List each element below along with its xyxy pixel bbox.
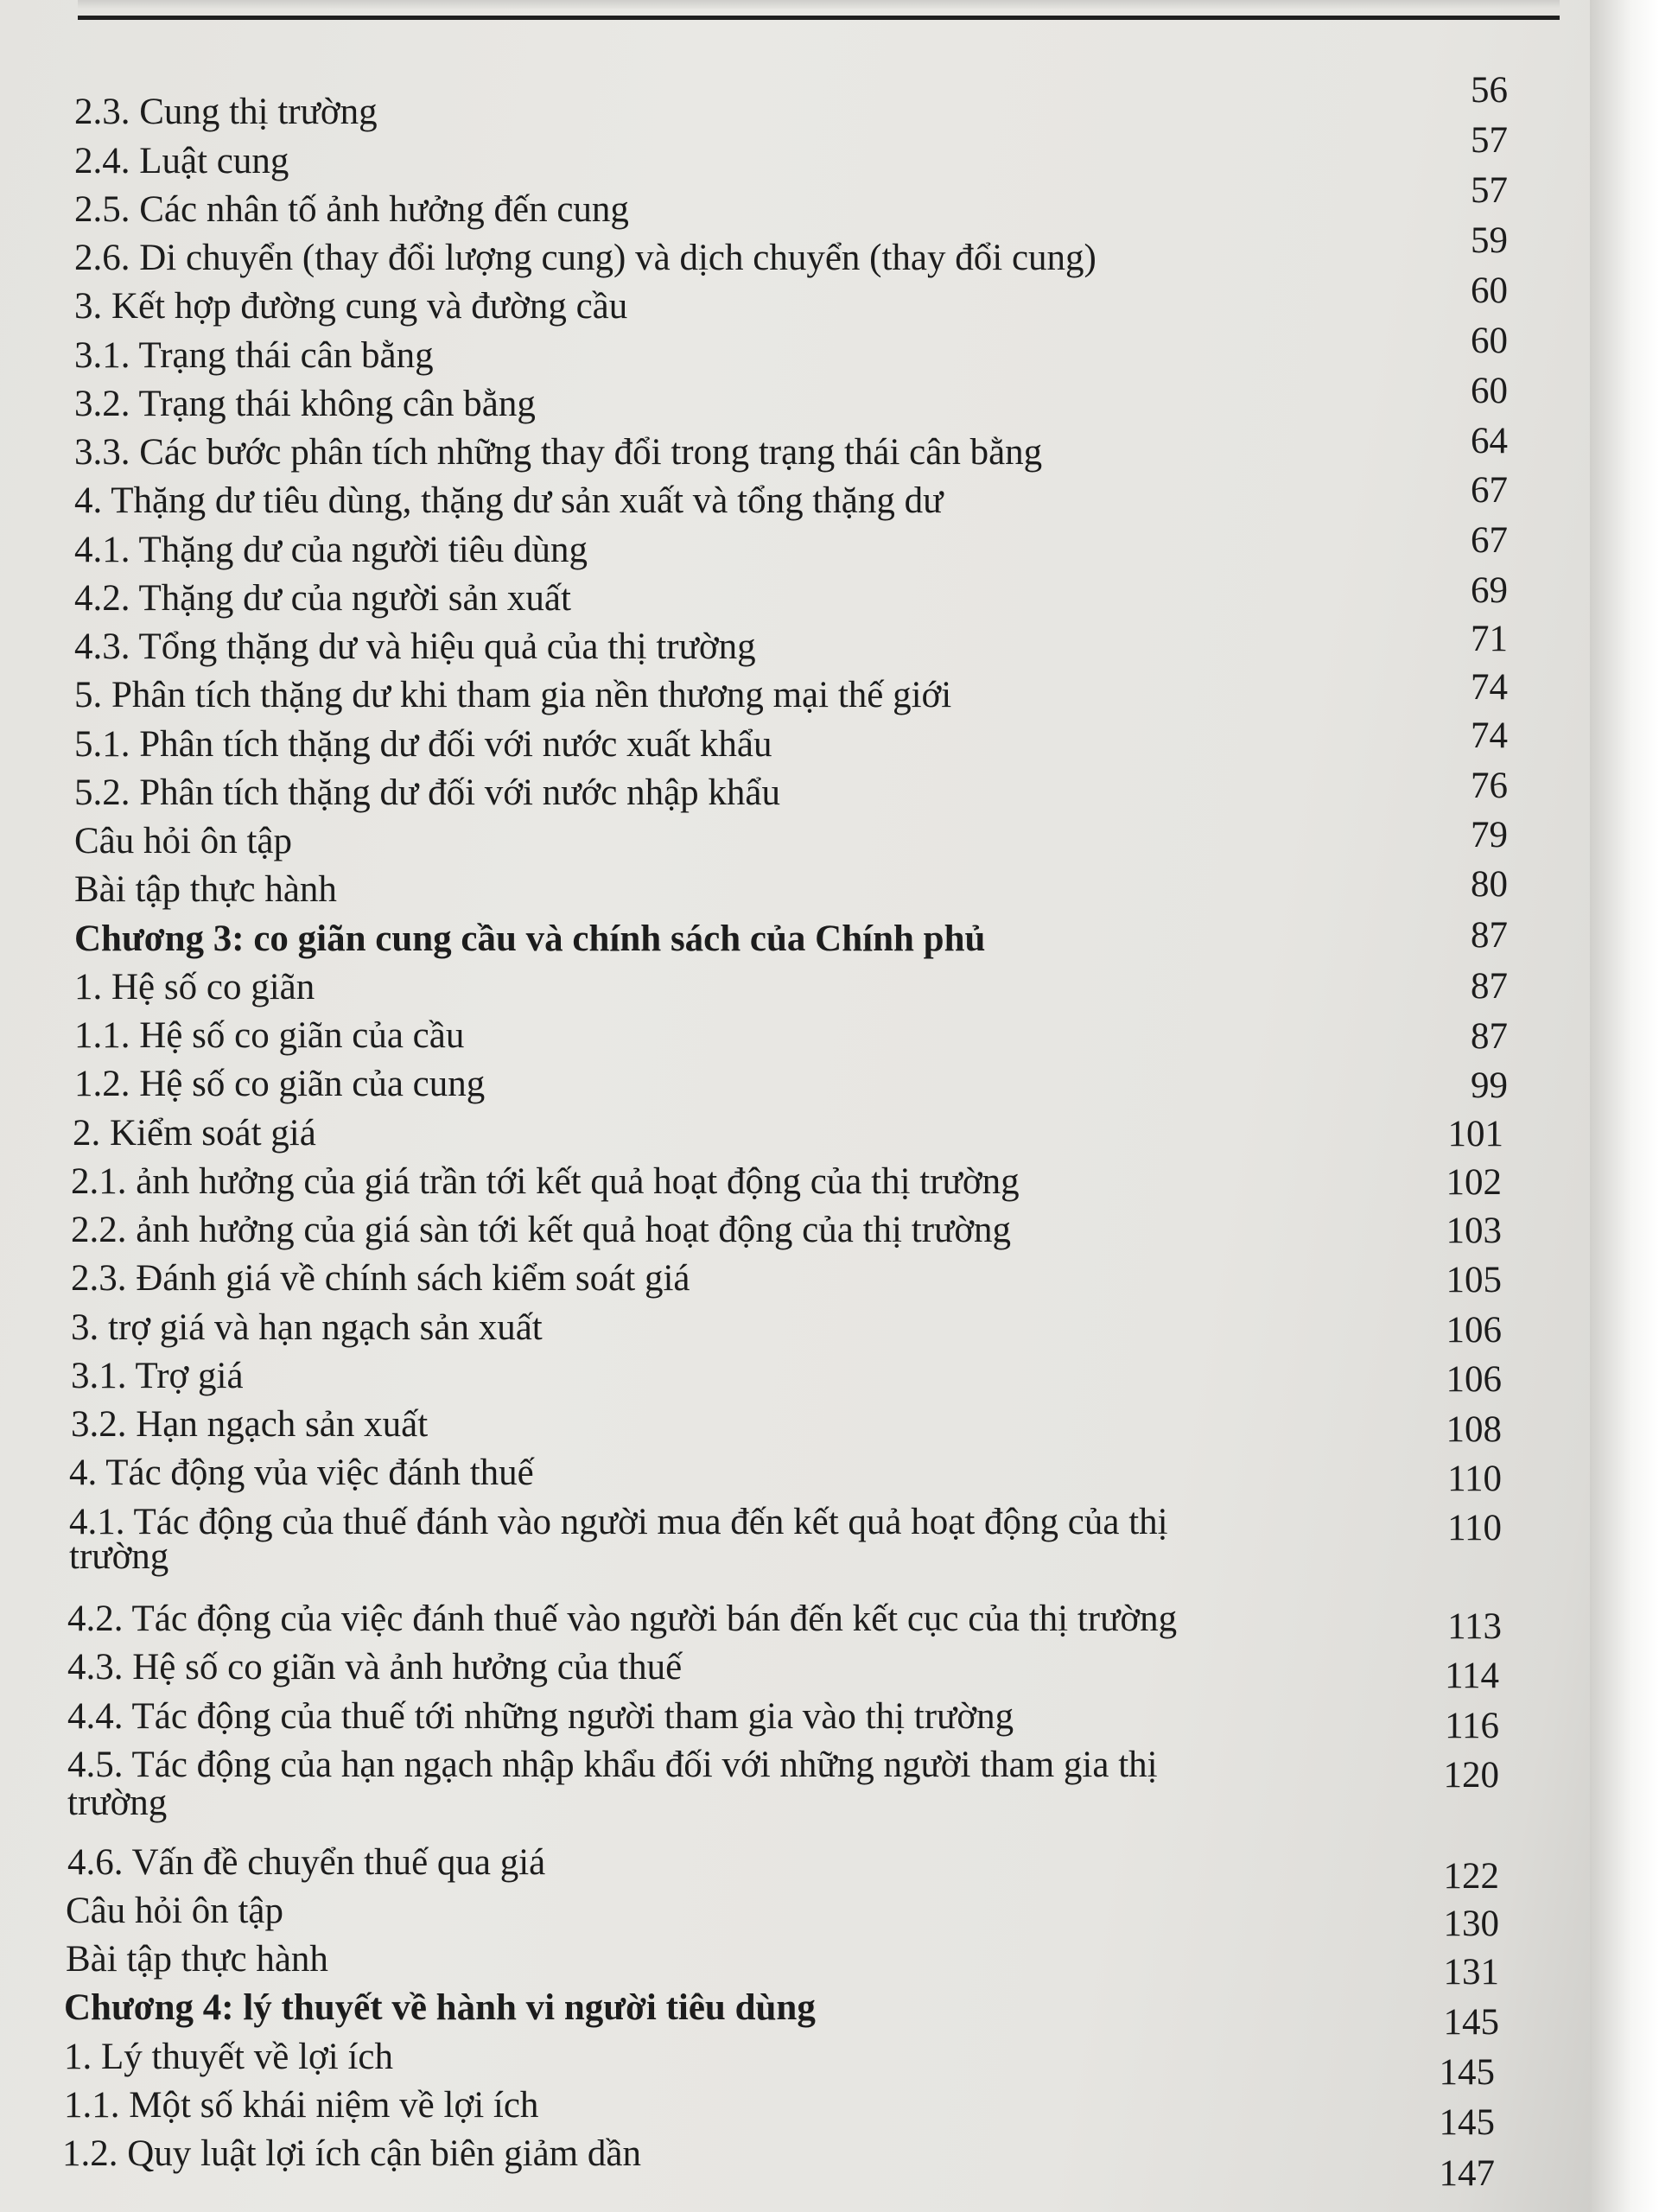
toc-entry-title: 5. Phân tích thặng dư khi tham gia nền thương mại thế giới — [74, 675, 952, 715]
toc-entry-title: 2.2. ảnh hưởng của giá sàn tới kết quả hoạt động của thị trường — [71, 1210, 1012, 1250]
toc-entry-title: 3.1. Trợ giá — [71, 1356, 244, 1396]
toc-entry-title: 4. Thặng dư tiêu dùng, thặng dư sản xuất và tổng thặng dư — [74, 480, 944, 521]
toc-entry-page: 130 — [1443, 1904, 1499, 1944]
toc-entry-title: 3.2. Trạng thái không cân bằng — [74, 384, 536, 424]
toc-entry-title: 3. Kết hợp đường cung và đường cầu — [74, 286, 628, 327]
toc-entry-page: 67 — [1471, 520, 1508, 561]
toc-entry-page: 131 — [1443, 1952, 1499, 1993]
toc-entry-title: Chương 4: lý thuyết về hành vi người tiêu dùng — [64, 1987, 816, 2028]
toc-entry-title: 2.3. Đánh giá về chính sách kiểm soát giá — [71, 1258, 690, 1299]
toc-entry-title: Câu hỏi ôn tập — [66, 1891, 283, 1931]
toc-entry-page: 79 — [1471, 815, 1508, 855]
toc-entry-title: 4.1. Thặng dư của người tiêu dùng — [74, 530, 588, 570]
toc-entry-page: 87 — [1471, 915, 1508, 956]
toc-entry-title: 5.1. Phân tích thặng dư đối với nước xuất khẩu — [74, 724, 772, 765]
toc-entry-title: 4.3. Hệ số co giãn và ảnh hưởng của thuế — [67, 1647, 683, 1688]
toc-entry-page: 122 — [1443, 1856, 1499, 1897]
toc-entry-title: 4.2. Tác động của việc đánh thuế vào người bán đến kết cục của thị trường — [67, 1599, 1178, 1639]
toc-entry-title: 1.1. Hệ số co giãn của cầu — [74, 1015, 465, 1056]
toc-entry-title: 1.2. Hệ số co giãn của cung — [74, 1064, 486, 1104]
toc-entry-title: 2.4. Luật cung — [74, 141, 289, 181]
toc-entry-title: 4.1. Tác động của thuế đánh vào người mua đến kết quả hoạt động của thị — [69, 1502, 1168, 1542]
toc-entry-title: 1. Lý thuyết về lợi ích — [64, 2037, 393, 2077]
toc-entry-page: 108 — [1446, 1409, 1502, 1450]
toc-entry-title: 4.6. Vấn đề chuyển thuế qua giá — [67, 1842, 546, 1883]
toc-entry-title: Bài tập thực hành — [74, 869, 337, 910]
toc-entry-page: 57 — [1471, 120, 1508, 161]
toc-entry-page: 69 — [1471, 570, 1508, 611]
toc-entry-page: 110 — [1447, 1508, 1502, 1548]
toc-entry-title: Chương 3: co giãn cung cầu và chính sách của Chính phủ — [74, 918, 986, 959]
toc-entry-title: 4.4. Tác động của thuế tới những người tham gia vào thị trường — [67, 1696, 1014, 1737]
toc-entry-page: 87 — [1471, 966, 1508, 1007]
toc-entry-page: 60 — [1471, 371, 1508, 411]
toc-entry-page: 145 — [1443, 2002, 1499, 2043]
toc-entry-title: 4.3. Tổng thặng dư và hiệu quả của thị trường — [74, 626, 756, 667]
toc-entry-page: 71 — [1471, 619, 1508, 659]
toc-entry-title: 4.5. Tác động của hạn ngạch nhập khẩu đối với những người tham gia thị — [67, 1745, 1158, 1785]
toc-entry-page: 120 — [1443, 1755, 1499, 1796]
toc-entry-title: 1.2. Quy luật lợi ích cận biên giảm dần — [62, 2133, 641, 2174]
toc-entry-page: 99 — [1471, 1065, 1508, 1106]
toc-entry-page: 67 — [1471, 470, 1508, 511]
toc-entry-page: 105 — [1446, 1260, 1502, 1300]
toc-entry-page: 60 — [1471, 321, 1508, 361]
toc-entry-title: 4. Tác động vủa việc đánh thuế — [69, 1452, 534, 1493]
toc-entry-page: 74 — [1471, 715, 1508, 756]
toc-entry-page: 87 — [1471, 1016, 1508, 1057]
toc-entry-page: 101 — [1447, 1114, 1503, 1154]
toc-entry-title: 3.2. Hạn ngạch sản xuất — [71, 1404, 429, 1445]
toc-entry-page: 114 — [1445, 1656, 1499, 1696]
toc-entry-page: 64 — [1471, 421, 1508, 461]
toc-entry-page: 106 — [1446, 1359, 1502, 1400]
toc-entry-page: 147 — [1439, 2153, 1495, 2194]
toc-entry-title: Câu hỏi ôn tập — [74, 821, 292, 861]
toc-entry-title: 2.6. Di chuyển (thay đổi lượng cung) và dịch chuyển (thay đổi cung) — [74, 238, 1096, 278]
toc-entry-page: 102 — [1446, 1162, 1502, 1203]
toc-entry-page: 56 — [1471, 70, 1508, 111]
toc-entry-page: 106 — [1446, 1310, 1502, 1351]
toc-entry-title: 1. Hệ số co giãn — [74, 967, 315, 1007]
toc-entry-page: 80 — [1471, 864, 1508, 905]
toc-entry-page: 74 — [1471, 667, 1508, 708]
toc-entry-title-continued: trường — [67, 1783, 168, 1823]
toc-entry-title: 4.2. Thặng dư của người sản xuất — [74, 578, 571, 619]
toc-entry-page: 113 — [1447, 1606, 1502, 1647]
toc-entry-page: 76 — [1471, 766, 1508, 806]
toc-entry-page: 145 — [1439, 2052, 1495, 2093]
toc-entry-page: 103 — [1446, 1211, 1502, 1251]
toc-entry-title: 3.3. Các bước phân tích những thay đổi trong trạng thái cân bằng — [74, 432, 1043, 473]
toc-entry-title: 1.1. Một số khái niệm về lợi ích — [64, 2085, 539, 2126]
toc-entry-title: 2.5. Các nhân tố ảnh hưởng đến cung — [74, 189, 629, 230]
toc-entry-page: 110 — [1447, 1459, 1502, 1499]
toc-entry-title: Bài tập thực hành — [66, 1939, 328, 1980]
toc-entry-title: 5.2. Phân tích thặng dư đối với nước nhập khẩu — [74, 772, 780, 813]
toc-entry-title: 2.3. Cung thị trường — [74, 92, 378, 132]
toc-entry-title: 2.1. ảnh hưởng của giá trần tới kết quả hoạt động của thị trường — [71, 1161, 1020, 1202]
toc-entry-page: 60 — [1471, 270, 1508, 311]
toc-entry-page: 57 — [1471, 170, 1508, 211]
toc-entry-title-continued: trường — [69, 1536, 169, 1577]
toc-entry-page: 116 — [1445, 1706, 1499, 1746]
toc-entry-title: 3. trợ giá và hạn ngạch sản xuất — [71, 1307, 543, 1348]
toc-entry-title: 3.1. Trạng thái cân bằng — [74, 335, 434, 376]
toc-entry-title: 2. Kiểm soát giá — [73, 1113, 316, 1154]
toc-entry-page: 59 — [1471, 220, 1508, 261]
toc-entry-page: 145 — [1439, 2102, 1495, 2143]
